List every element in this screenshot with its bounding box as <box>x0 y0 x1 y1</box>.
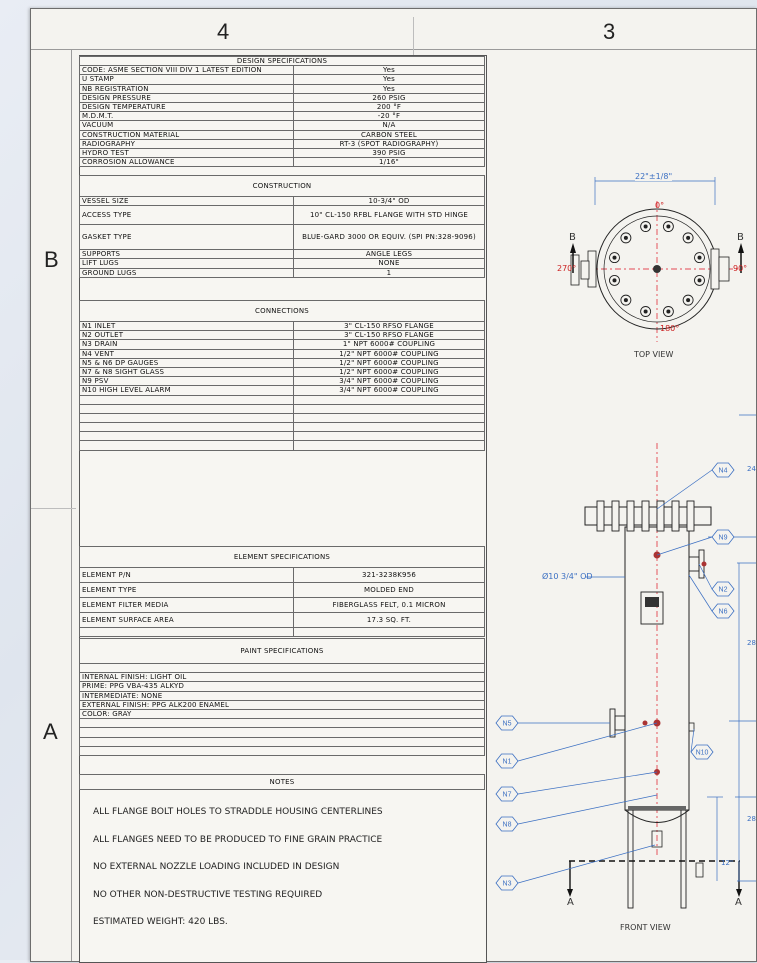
bolt-hole <box>644 310 648 314</box>
spec-value: Yes <box>294 75 485 84</box>
paint-item: EXTERNAL FINISH: PPG ALK200 ENAMEL <box>80 700 485 709</box>
spec-row <box>80 598 485 613</box>
flange-bolt <box>642 501 649 531</box>
spec-label: N9 PSV <box>80 377 294 386</box>
nozzle-tag-label: N1 <box>502 758 512 766</box>
spec-label: CONSTRUCTION MATERIAL <box>80 130 294 139</box>
spec-label: M.D.M.T. <box>80 112 294 121</box>
zone-col-4: 4 <box>217 19 230 44</box>
spec-value: 1/16" <box>294 158 485 167</box>
spec-value: Yes <box>294 66 485 75</box>
top-view-angle-270: 270° <box>557 264 577 273</box>
spec-label: RADIOGRAPHY <box>80 139 294 148</box>
section-a-right: A <box>735 897 742 908</box>
specification-tables <box>79 55 487 963</box>
paint-item: INTERNAL FINISH: LIGHT OIL <box>80 673 485 682</box>
spec-label: N1 INLET <box>80 322 294 331</box>
paint-row <box>80 682 485 691</box>
spec-value: 3/4" NPT 6000# COUPLING <box>294 386 485 395</box>
spec-value: CARBON STEEL <box>294 130 485 139</box>
paint-item: COLOR: GRAY <box>80 709 485 718</box>
spec-value: FIBERGLASS FELT, 0.1 MICRON <box>294 598 485 613</box>
nozzle-tag-label: N9 <box>718 534 728 542</box>
spec-value: 1/2" NPT 6000# COUPLING <box>294 367 485 376</box>
spec-label: U STAMP <box>80 75 294 84</box>
connections-title: CONNECTIONS <box>80 301 485 322</box>
paint-row <box>80 700 485 709</box>
spec-value: 321-3238K956 <box>294 568 485 583</box>
nozzle-tag-label: N10 <box>695 749 709 757</box>
design-specs-title: DESIGN SPECIFICATIONS <box>80 57 485 66</box>
notes-header <box>79 774 485 790</box>
spec-row <box>80 102 485 111</box>
spec-value: 390 PSIG <box>294 148 485 157</box>
paint-specs-title: PAINT SPECIFICATIONS <box>80 639 485 664</box>
bolt-hole <box>624 298 628 302</box>
section-b-left: B <box>569 232 576 243</box>
spec-label: CORROSION ALLOWANCE <box>80 158 294 167</box>
spec-row <box>80 340 485 349</box>
spec-row <box>80 139 485 148</box>
spec-row <box>80 112 485 121</box>
top-view-label: TOP VIEW <box>634 350 674 359</box>
spec-label: ELEMENT TYPE <box>80 583 294 598</box>
zone-col-3: 3 <box>603 19 616 44</box>
spec-label: ACCESS TYPE <box>80 206 294 225</box>
leader-line <box>689 575 712 611</box>
spec-value: 1 <box>294 268 485 277</box>
spec-label: GASKET TYPE <box>80 225 294 250</box>
spec-value: 10-3/4" OD <box>294 197 485 206</box>
dim-28-upper: 28 <box>747 639 756 647</box>
nozzle-tag-label: N6 <box>718 608 728 616</box>
bolt-hole <box>644 224 648 228</box>
bolt-hole <box>698 278 702 282</box>
leader-line <box>518 723 657 761</box>
spec-value: -20 °F <box>294 112 485 121</box>
design-specifications-table <box>79 56 485 167</box>
flange-bolt <box>672 501 679 531</box>
spec-row <box>80 158 485 167</box>
dim-12: 12" <box>721 859 734 867</box>
nozzle-tag-label: N7 <box>502 791 512 799</box>
spec-row <box>80 568 485 583</box>
drawing-svg <box>485 55 756 961</box>
spec-value: 3" CL-150 RFSO FLANGE <box>294 322 485 331</box>
vessel-drawing <box>485 55 756 961</box>
spec-value: BLUE-GARD 3000 OR EQUIV. (SPI PN:328-9096) <box>294 225 485 250</box>
bolt-hole <box>624 236 628 240</box>
spec-label: SUPPORTS <box>80 250 294 259</box>
spec-label: HYDRO TEST <box>80 148 294 157</box>
spec-row <box>80 130 485 139</box>
spec-row <box>80 583 485 598</box>
connections-table <box>79 300 485 451</box>
section-a-left: A <box>567 897 574 908</box>
top-view-dimension: 22"±1/8" <box>635 172 673 181</box>
spec-row <box>80 84 485 93</box>
nozzle-tag-label: N8 <box>502 821 512 829</box>
paint-row <box>80 709 485 718</box>
bolt-hole <box>612 256 616 260</box>
bolt-hole <box>686 298 690 302</box>
spec-value: MOLDED END <box>294 583 485 598</box>
spec-row <box>80 225 485 250</box>
spec-value: 3/4" NPT 6000# COUPLING <box>294 377 485 386</box>
top-view-angle-90: 90° <box>733 264 748 273</box>
leader-line <box>657 470 712 509</box>
spec-row <box>80 75 485 84</box>
spec-row <box>80 367 485 376</box>
bolt-hole <box>698 256 702 260</box>
spec-value: NONE <box>294 259 485 268</box>
leader-line <box>518 772 657 794</box>
flange-bolt <box>597 501 604 531</box>
paint-item: PRIME: PPG VBA-435 ALKYD <box>80 682 485 691</box>
section-b-right: B <box>737 232 744 243</box>
element-specs-title: ELEMENT SPECIFICATIONS <box>80 547 485 568</box>
spec-label: ELEMENT P/N <box>80 568 294 583</box>
spec-label: N10 HIGH LEVEL ALARM <box>80 386 294 395</box>
spec-row <box>80 322 485 331</box>
top-view-angle-0: 0° <box>655 201 665 210</box>
construction-table <box>79 175 485 278</box>
spec-row <box>80 358 485 367</box>
spec-row <box>80 377 485 386</box>
notes-title: NOTES <box>80 775 485 790</box>
spec-label: DESIGN PRESSURE <box>80 93 294 102</box>
spec-row <box>80 93 485 102</box>
bolt-hole <box>686 236 690 240</box>
note-item: NO OTHER NON-DESTRUCTIVE TESTING REQUIRED <box>93 889 323 900</box>
top-view-angle-180: 180° <box>660 324 680 333</box>
spec-row <box>80 613 485 628</box>
spec-value: 1/2" NPT 6000# COUPLING <box>294 358 485 367</box>
spec-value: 1/2" NPT 6000# COUPLING <box>294 349 485 358</box>
nozzle-tag-label: N2 <box>718 586 728 594</box>
spec-label: N5 & N6 DP GAUGES <box>80 358 294 367</box>
note-item: NO EXTERNAL NOZZLE LOADING INCLUDED IN DESIGN <box>93 862 340 872</box>
paint-specs-table <box>79 638 485 756</box>
bolt-hole <box>666 224 670 228</box>
spec-row <box>80 148 485 157</box>
spec-value: 17.3 SQ. FT. <box>294 613 485 628</box>
spec-label: LIFT LUGS <box>80 259 294 268</box>
nozzle-tag-label: N5 <box>502 720 512 728</box>
spec-row <box>80 66 485 75</box>
spec-value: 260 PSIG <box>294 93 485 102</box>
spec-value: 200 °F <box>294 102 485 111</box>
spec-label: N2 OUTLET <box>80 331 294 340</box>
spec-label: GROUND LUGS <box>80 268 294 277</box>
spec-label: CODE: ASME SECTION VIII DIV 1 LATEST EDITION <box>80 66 294 75</box>
spec-value: Yes <box>294 84 485 93</box>
spec-label: VACUUM <box>80 121 294 130</box>
note-item: ALL FLANGE BOLT HOLES TO STRADDLE HOUSING CENTERLINES <box>93 807 383 817</box>
flange-bolt <box>657 501 664 531</box>
element-specs-table <box>79 546 485 637</box>
paint-row <box>80 673 485 682</box>
spec-value: 1" NPT 6000# COUPLING <box>294 340 485 349</box>
spec-label: N3 DRAIN <box>80 340 294 349</box>
bolt-hole <box>666 310 670 314</box>
paint-row <box>80 691 485 700</box>
spec-value: N/A <box>294 121 485 130</box>
construction-title: CONSTRUCTION <box>80 176 485 197</box>
spec-row <box>80 206 485 225</box>
zone-row-a: A <box>43 719 58 744</box>
spec-label: ELEMENT SURFACE AREA <box>80 613 294 628</box>
spec-label: VESSEL SIZE <box>80 197 294 206</box>
nozzle-tag-label: N4 <box>718 467 728 475</box>
spec-row <box>80 121 485 130</box>
note-item: ESTIMATED WEIGHT: 420 LBS. <box>93 917 228 927</box>
spec-row <box>80 259 485 268</box>
spec-label: ELEMENT FILTER MEDIA <box>80 598 294 613</box>
spec-label: N7 & N8 SIGHT GLASS <box>80 367 294 376</box>
dim-28-lower: 28 <box>747 815 756 823</box>
od-dimension: Ø10 3/4" OD <box>542 572 593 581</box>
spec-row <box>80 331 485 340</box>
bolt-hole <box>612 278 616 282</box>
spec-value: RT-3 (SPOT RADIOGRAPHY) <box>294 139 485 148</box>
leader-line <box>518 845 655 883</box>
spec-value: ANGLE LEGS <box>294 250 485 259</box>
zone-row-b: B <box>44 247 59 272</box>
flange-bolt <box>627 501 634 531</box>
spec-label: DESIGN TEMPERATURE <box>80 102 294 111</box>
paint-item: INTERMEDIATE: NONE <box>80 691 485 700</box>
flange-bolt <box>612 501 619 531</box>
spec-value: 3" CL-150 RFSO FLANGE <box>294 331 485 340</box>
spec-row <box>80 268 485 277</box>
spec-row <box>80 197 485 206</box>
nozzle-tag-label: N3 <box>502 880 512 888</box>
spec-label: N4 VENT <box>80 349 294 358</box>
drawing-sheet <box>30 8 757 962</box>
flange-bolt <box>687 501 694 531</box>
front-view-drawing <box>496 415 756 908</box>
spec-label: NB REGISTRATION <box>80 84 294 93</box>
spec-row <box>80 386 485 395</box>
note-item: ALL FLANGES NEED TO BE PRODUCED TO FINE GRAIN PRACTICE <box>93 834 383 845</box>
spec-row <box>80 349 485 358</box>
spec-value: 10" CL-150 RFBL FLANGE WITH STD HINGE <box>294 206 485 225</box>
leader-line <box>699 564 712 589</box>
front-view-label: FRONT VIEW <box>620 923 671 932</box>
spec-row <box>80 250 485 259</box>
dim-24: 24 <box>747 465 756 473</box>
